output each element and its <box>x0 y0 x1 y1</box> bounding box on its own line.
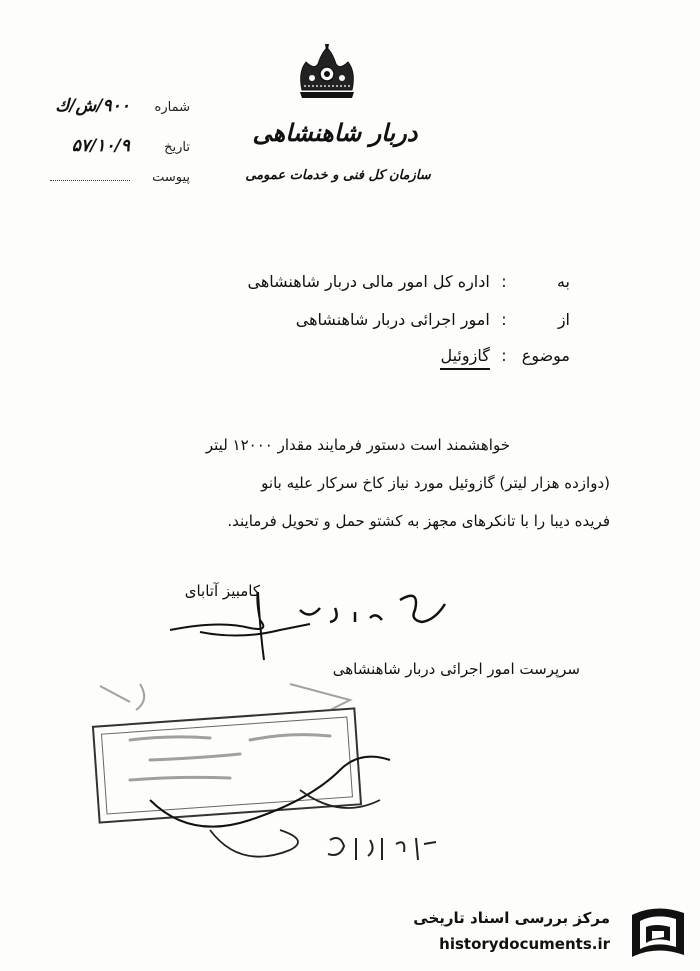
to-value: اداره کل امور مالی دربار شاهنشاهی <box>247 272 490 291</box>
subject-value: گازوئیل <box>440 346 489 370</box>
archive-watermark <box>398 905 688 963</box>
watermark-site: historydocuments.ir <box>439 935 610 953</box>
signer-title: سرپرست امور اجرائی دربار شاهنشاهی <box>332 660 580 678</box>
subject-label: موضوع <box>521 346 570 365</box>
number-row <box>10 96 190 116</box>
attachment-label: پیوست <box>152 170 190 185</box>
subject-row <box>440 346 570 370</box>
number-value: ۹۰۰/ش/ك <box>55 96 130 116</box>
from-value: امور اجرائی دربار شاهنشاهی <box>295 310 490 329</box>
org-title: دربار شاهنشاهی <box>252 118 418 147</box>
signer-name: کامبیز آتابای <box>184 582 260 600</box>
watermark-name: مرکز بررسی اسناد تاریخی <box>413 909 610 927</box>
date-row <box>10 136 190 156</box>
number-label: شماره <box>154 100 190 115</box>
to-row <box>247 272 570 291</box>
attachment-dots <box>50 170 130 181</box>
subject-colon: : <box>501 346 507 365</box>
to-colon: : <box>501 272 507 291</box>
attachment-row <box>10 170 190 185</box>
date-value: ۵۷/۱۰/۹ <box>71 136 130 156</box>
from-label: از <box>557 310 570 329</box>
from-colon: : <box>501 310 507 329</box>
body-line-3: فریده دیبا را با تانکرهای مجهز به کشتو حمل و تحویل فرمایند. <box>227 512 610 530</box>
crown-emblem-icon <box>292 42 362 100</box>
handwritten-signature <box>160 590 460 670</box>
from-row <box>296 310 570 329</box>
org-subtitle: سازمان کل فنی و خدمات عمومی <box>245 168 431 183</box>
to-label: به <box>556 272 570 291</box>
date-label: تاریخ <box>164 140 190 155</box>
body-line-2: (دوازده هزار لیتر) گازوئیل مورد نیاز کاخ سرکار علیه بانو <box>261 474 610 492</box>
letter-body <box>90 426 610 540</box>
history-docs-logo-icon <box>626 905 688 961</box>
body-line-1: خواهشمند است دستور فرمایند مقدار ۱۲۰۰۰ لیتر <box>205 436 510 454</box>
handwritten-date-mark <box>320 830 440 870</box>
